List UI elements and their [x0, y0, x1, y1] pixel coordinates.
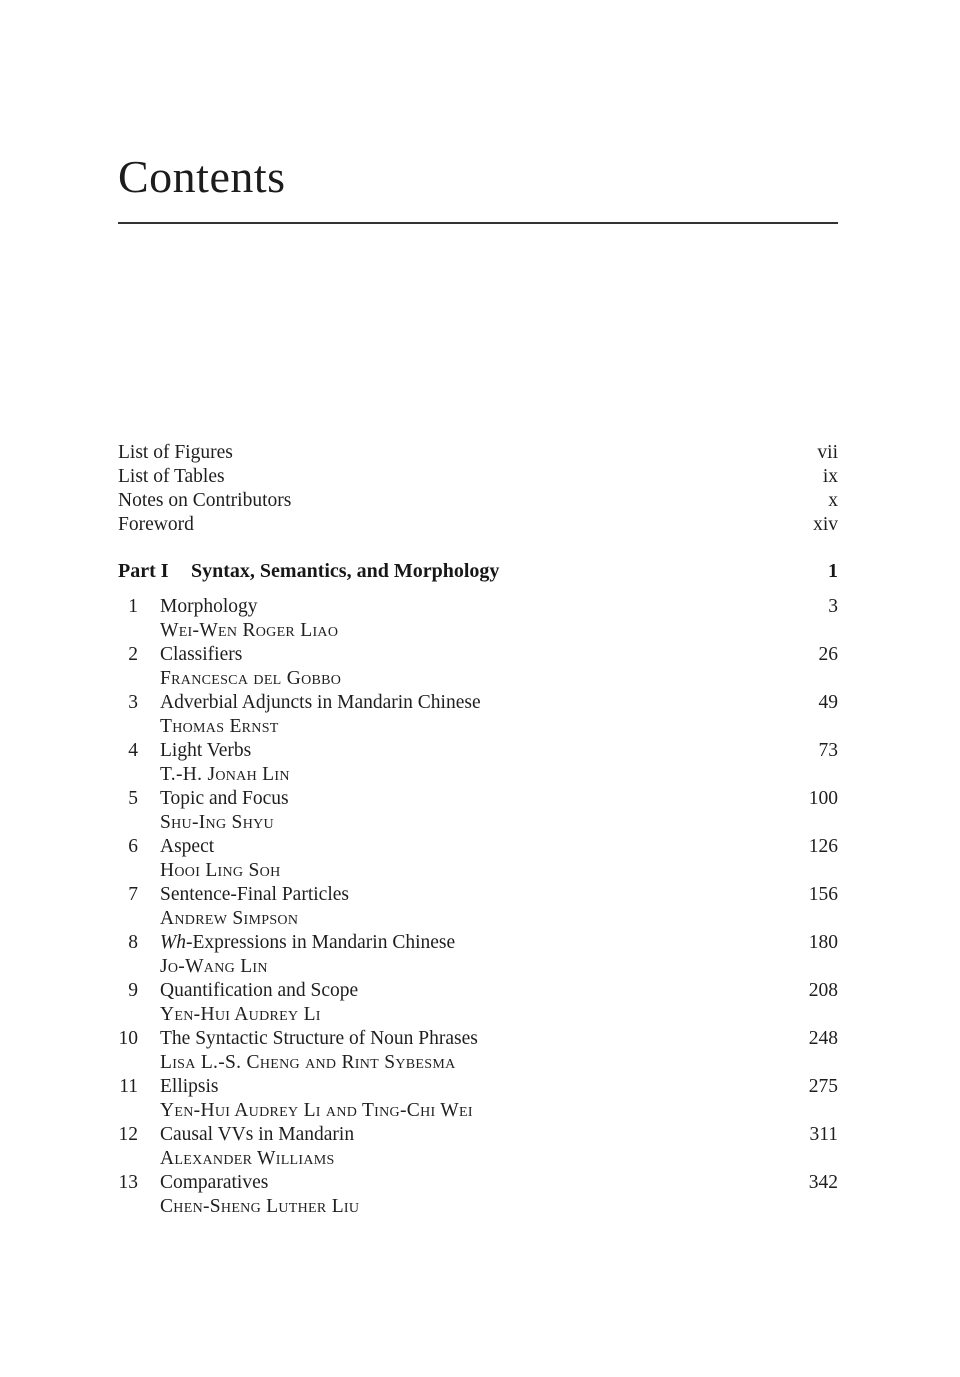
chapter-page-number: 342: [808, 1172, 838, 1193]
chapter-page-number: 126: [808, 836, 838, 857]
chapter-title-text: Adverbial Adjuncts in Mandarin Chinese: [160, 692, 481, 713]
chapter-number: 10: [118, 1028, 138, 1049]
chapter-title-line: [118, 1075, 838, 1099]
chapter-author: Francesca del Gobbo: [160, 668, 342, 689]
chapter-number: 11: [119, 1076, 138, 1097]
chapter-title-line: [118, 739, 838, 763]
chapter-title-text: Comparatives: [160, 1172, 269, 1193]
chapter-author: Shu-Ing Shyu: [160, 812, 274, 833]
chapter-number: 3: [128, 692, 138, 713]
chapter-entry: [118, 1171, 838, 1219]
chapter-entry: [118, 979, 838, 1027]
chapter-page-number: 180: [808, 932, 838, 953]
chapter-title-text: Light Verbs: [160, 740, 252, 761]
chapter-author: Jo-Wang Lin: [160, 956, 268, 977]
chapter-entry: [118, 931, 838, 979]
chapter-entry: [118, 643, 838, 691]
chapter-entry: [118, 1027, 838, 1075]
chapter-title: [160, 739, 819, 763]
chapter-title-line: [118, 835, 838, 859]
chapter-number: 7: [128, 884, 138, 905]
chapter-title: [160, 787, 809, 811]
chapter-entry: [118, 835, 838, 883]
chapter-title: [160, 691, 819, 715]
part-title: Syntax, Semantics, and Morphology: [191, 560, 500, 582]
chapter-author: Alexander Williams: [160, 1148, 335, 1169]
chapter-title-line: [118, 1171, 838, 1195]
chapter-page-number: 275: [808, 1076, 838, 1097]
front-matter-label: List of Figures: [118, 442, 233, 463]
chapter-author: Andrew Simpson: [160, 908, 299, 929]
part-label: Part I: [118, 560, 169, 582]
chapter-number: 2: [128, 644, 138, 665]
chapter-title-line: [118, 1027, 838, 1051]
chapter-entry: [118, 1075, 838, 1123]
chapter-page-number: 248: [808, 1028, 838, 1049]
chapter-page-number: 156: [808, 884, 838, 905]
chapter-title-text: Quantification and Scope: [160, 980, 359, 1001]
chapter-title-line: [118, 643, 838, 667]
chapter-number: 5: [128, 788, 138, 809]
chapter-number: 4: [128, 740, 138, 761]
chapter-number: 12: [118, 1124, 138, 1145]
chapter-page-number: 26: [818, 644, 838, 665]
chapter-page-number: 100: [808, 788, 838, 809]
chapter-title-italic: Wh: [160, 932, 186, 953]
chapter-title: [160, 1123, 809, 1147]
chapter-title: [160, 931, 809, 955]
chapter-page-number: 73: [818, 740, 838, 761]
chapter-author: Lisa L.-S. Cheng and Rint Sybesma: [160, 1052, 456, 1073]
chapter-title-line: [118, 883, 838, 907]
chapter-title-text: Ellipsis: [160, 1076, 219, 1097]
front-matter-entry: [118, 513, 838, 537]
front-matter-page-number: ix: [822, 466, 838, 487]
chapter-entry: [118, 739, 838, 787]
chapter-page-number: 208: [808, 980, 838, 1001]
chapter-title-text: Sentence-Final Particles: [160, 884, 349, 905]
front-matter-label: Foreword: [118, 514, 194, 535]
front-matter-entry: [118, 441, 838, 465]
chapter-title: [160, 595, 828, 619]
front-matter-entry: [118, 465, 838, 489]
chapter-title: [160, 1075, 809, 1099]
chapter-author: Thomas Ernst: [160, 716, 279, 737]
chapter-page-number: 3: [828, 596, 838, 617]
front-matter-label: Notes on Contributors: [118, 490, 292, 511]
chapter-title-text: -Expressions in Mandarin Chinese: [186, 932, 456, 953]
chapter-title: [160, 835, 809, 859]
front-matter-list: [118, 441, 838, 537]
chapter-title: [160, 979, 809, 1003]
chapter-title-line: [118, 787, 838, 811]
front-matter-page-number: vii: [817, 442, 838, 463]
chapter-author: Hooi Ling Soh: [160, 860, 281, 881]
chapter-author: Wei-Wen Roger Liao: [160, 620, 339, 641]
chapter-number: 1: [128, 596, 138, 617]
chapter-number: 13: [118, 1172, 138, 1193]
chapter-title-text: The Syntactic Structure of Noun Phrases: [160, 1028, 478, 1049]
chapter-title-line: [118, 595, 838, 619]
chapter-number: 9: [128, 980, 138, 1001]
title-rule: [118, 222, 838, 224]
front-matter-entry: [118, 489, 838, 513]
front-matter-page-number: xiv: [813, 514, 838, 535]
chapter-list: [118, 595, 838, 1219]
chapter-entry: [118, 691, 838, 739]
chapter-title-line: [118, 1123, 838, 1147]
chapter-title-line: [118, 979, 838, 1003]
chapter-title-text: Morphology: [160, 596, 258, 617]
chapter-title-line: [118, 931, 838, 955]
chapter-title-text: Topic and Focus: [160, 788, 289, 809]
chapter-entry: [118, 1123, 838, 1171]
chapter-title: [160, 1027, 809, 1051]
chapter-title-line: [118, 691, 838, 715]
chapter-entry: [118, 883, 838, 931]
chapter-page-number: 49: [818, 692, 838, 713]
chapter-title-text: Classifiers: [160, 644, 243, 665]
chapter-page-number: 311: [809, 1124, 838, 1145]
chapter-title-text: Causal VVs in Mandarin: [160, 1124, 355, 1145]
part-heading: [118, 559, 838, 583]
page-title: Contents: [118, 151, 286, 202]
front-matter-page-number: x: [828, 490, 838, 511]
chapter-title: [160, 883, 809, 907]
front-matter-label: List of Tables: [118, 466, 225, 487]
chapter-entry: [118, 787, 838, 835]
chapter-entry: [118, 595, 838, 643]
chapter-author: Yen-Hui Audrey Li and Ting-Chi Wei: [160, 1100, 473, 1121]
chapter-number: 8: [128, 932, 138, 953]
chapter-author: Yen-Hui Audrey Li: [160, 1004, 321, 1025]
chapter-number: 6: [128, 836, 138, 857]
part-page-number: 1: [828, 560, 838, 582]
chapter-author: T.-H. Jonah Lin: [160, 764, 290, 785]
chapter-title: [160, 1171, 809, 1195]
chapter-title-text: Aspect: [160, 836, 215, 857]
chapter-author: Chen-Sheng Luther Liu: [160, 1196, 360, 1217]
chapter-title: [160, 643, 819, 667]
